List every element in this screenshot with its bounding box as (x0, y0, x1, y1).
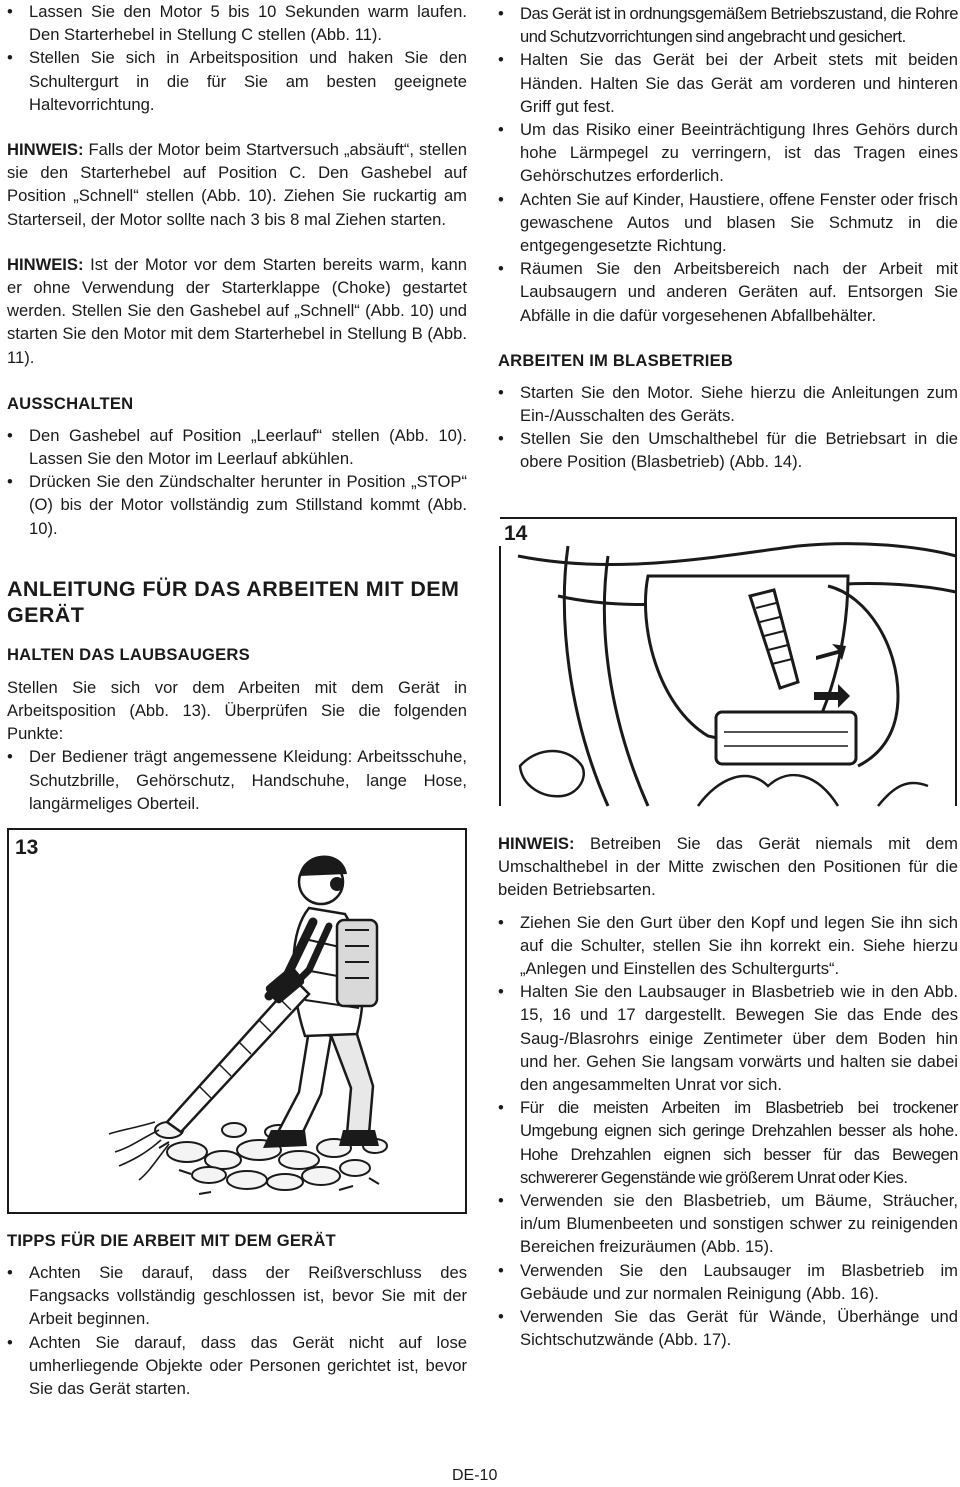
section-heading-halten: HALTEN DAS LAUBSAUGERS (7, 644, 250, 664)
list-item: • Achten Sie darauf, dass das Gerät nicht auf lose umherliegende Objekte oder Personen gerichtet ist, bevor Sie das Gerät starten. (7, 1331, 467, 1401)
list-item: • Verwenden Sie den Laubsauger im Blasbetrieb im Gebäude und zur normalen Reinigung (Abb. 16). (498, 1259, 958, 1305)
list-item: • Drücken Sie den Zündschalter herunter in Position „STOP“ (O) bis der Motor vollständig zum Stillstand kommt (Abb. 10). (7, 470, 467, 540)
hinweis-note-2 (7, 253, 467, 369)
blasbetrieb-tips-bullet-list (498, 911, 958, 1352)
right-lower-section (498, 832, 958, 1351)
hinweis-text: Betreiben Sie das Gerät niemals mit dem Umschalthebel in der Mitte zwischen den Positionen für die beiden Betriebsarten. (498, 834, 958, 900)
checklist-bullet-list (498, 2, 958, 327)
hinweis-note-3 (498, 832, 958, 902)
list-item: • Für die meisten Arbeiten im Blasbetrieb bei trockener Umgebung eignen sich geringe Drehzahlen besser als hohe. Hohe Drehzahlen eignen sich besser für das Bewegen schwererer Gegenstände wie größerem Unrat oder Kies. (498, 1096, 958, 1189)
section-heading-ausschalten: AUSSCHALTEN (7, 393, 134, 413)
anleitung-bullet-list (7, 745, 467, 815)
hinweis-note-1 (7, 138, 467, 231)
list-item: • Verwenden sie den Blasbetrieb, um Bäume, Sträucher, in/um Blumenbeeten und sonstigen schwer zu reinigenden Bereichen freizuräumen (Abb. 15). (498, 1189, 958, 1259)
hinweis-text: Falls der Motor beim Startversuch „absäuft“, stellen sie den Starterhebel auf Position C. Den Gashebel auf Position „Schnell“ stellen (Abb. 10). Ziehen Sie ruckartig am Starterseil, der Motor sollte nach 3 bis 8 mal Ziehen starten. (7, 140, 467, 229)
list-item: • Lassen Sie den Motor 5 bis 10 Sekunden warm laufen. Den Starterhebel in Stellung C stellen (Abb. 11). (7, 0, 467, 46)
intro-bullet-list (7, 0, 467, 116)
list-item: • Halten Sie den Laubsauger in Blasbetrieb wie in den Abb. 15, 16 und 17 dargestellt. Bewegen Sie das Ende des Saug-/Blasrohrs einige Zentimeter über dem Boden hin und her. Gehen Sie langsam vorwärts und halten sie dabei den angesammelten Unrat vor sich. (498, 980, 958, 1096)
page-number: DE-10 (452, 1467, 498, 1484)
ausschalten-bullet-list (7, 424, 467, 540)
list-item: • Achten Sie darauf, dass der Reißverschluss des Fangsacks vollständig geschlossen ist, bevor Sie mit der Arbeit beginnen. (7, 1261, 467, 1331)
anleitung-paragraph: Stellen Sie sich vor dem Arbeiten mit dem Gerät in Arbeitsposition (Abb. 13). Überprüfen Sie die folgenden Punkte: (7, 677, 467, 744)
blasbetrieb-bullet-list (498, 381, 958, 474)
section-heading-blasbetrieb: ARBEITEN IM BLASBETRIEB (498, 350, 734, 370)
figure-number: 14 (504, 522, 528, 545)
list-item: • Achten Sie auf Kinder, Haustiere, offene Fenster oder frisch gewaschene Autos und blasen Sie Schmutz in die entgegengesetzte Richtung. (498, 188, 958, 258)
hinweis-label: HINWEIS: (498, 834, 575, 853)
list-item: • Stellen Sie den Umschalthebel für die Betriebsart in die obere Position (Blasbetrieb) (Abb. 14). (498, 427, 958, 473)
section-heading-tipps: TIPPS FÜR DIE ARBEIT MIT DEM GERÄT (7, 1231, 336, 1250)
list-item: • Das Gerät ist in ordnungsgemäßem Betriebszustand, die Rohre und Schutzvorrichtungen sind angebracht und gesichert. (498, 2, 958, 48)
list-item: • Der Bediener trägt angemessene Kleidung: Arbeitsschuhe, Schutzbrille, Gehörschutz, Handschuhe, lange Hose, langärmeliges Oberteil. (7, 745, 467, 815)
hinweis-text: Ist der Motor vor dem Starten bereits warm, kann er ohne Verwendung der Starterklappe (Choke) gestartet werden. Stellen Sie den Gashebel auf „Schnell“ (Abb. 10) und starten Sie den Motor mit dem Starterhebel in Stellung B (Abb. 11). (7, 254, 467, 367)
left-column (7, 0, 467, 815)
list-item: • Stellen Sie sich in Arbeitsposition und haken Sie den Schultergurt in die für Sie am besten geeignete Haltevorrichtung. (7, 46, 467, 116)
hinweis-label: HINWEIS: (7, 254, 84, 274)
figure-14 (498, 516, 958, 810)
list-item: • Räumen Sie den Arbeitsbereich nach der Arbeit mit Laubsaugern und anderen Geräten auf. Entsorgen Sie Abfälle in die dafür vorgesehenen Abfallbehälter. (498, 257, 958, 327)
tipps-bullet-list (7, 1261, 467, 1400)
list-item: • Starten Sie den Motor. Siehe hierzu die Anleitungen zum Ein-/Ausschalten des Geräts. (498, 381, 958, 427)
list-item: • Ziehen Sie den Gurt über den Kopf und legen Sie ihn sich auf die Schulter, stellen Sie ihn korrekt ein. Siehe hierzu „Anlegen und Einstellen des Schultergurts“. (498, 911, 958, 981)
hinweis-label: HINWEIS: (7, 140, 84, 160)
figure-number: 13 (15, 836, 39, 859)
operator-with-leaf-blower-illustration (9, 830, 465, 1212)
list-item: • Verwenden Sie das Gerät für Wände, Überhänge und Sichtschutzwände (Abb. 17). (498, 1305, 958, 1351)
list-item: • Um das Risiko einer Beeinträchtigung Ihres Gehörs durch hohe Lärmpegel zu verringern, ist das Tragen eines Gehörschutzes erforderlich. (498, 118, 958, 188)
list-item: • Den Gashebel auf Position „Leerlauf“ stellen (Abb. 10). Lassen Sie den Motor im Leerlauf abkühlen. (7, 424, 467, 470)
tipps-section (7, 1230, 467, 1400)
right-column (498, 2, 958, 474)
figure-13 (7, 828, 467, 1214)
list-item: • Halten Sie das Gerät bei der Arbeit stets mit beiden Händen. Halten Sie das Gerät am vorderen und hinteren Griff gut fest. (498, 48, 958, 118)
mode-selector-lever-illustration (498, 516, 958, 810)
chapter-heading-anleitung: ANLEITUNG FÜR DAS ARBEITEN MIT DEM GERÄT (7, 576, 460, 627)
